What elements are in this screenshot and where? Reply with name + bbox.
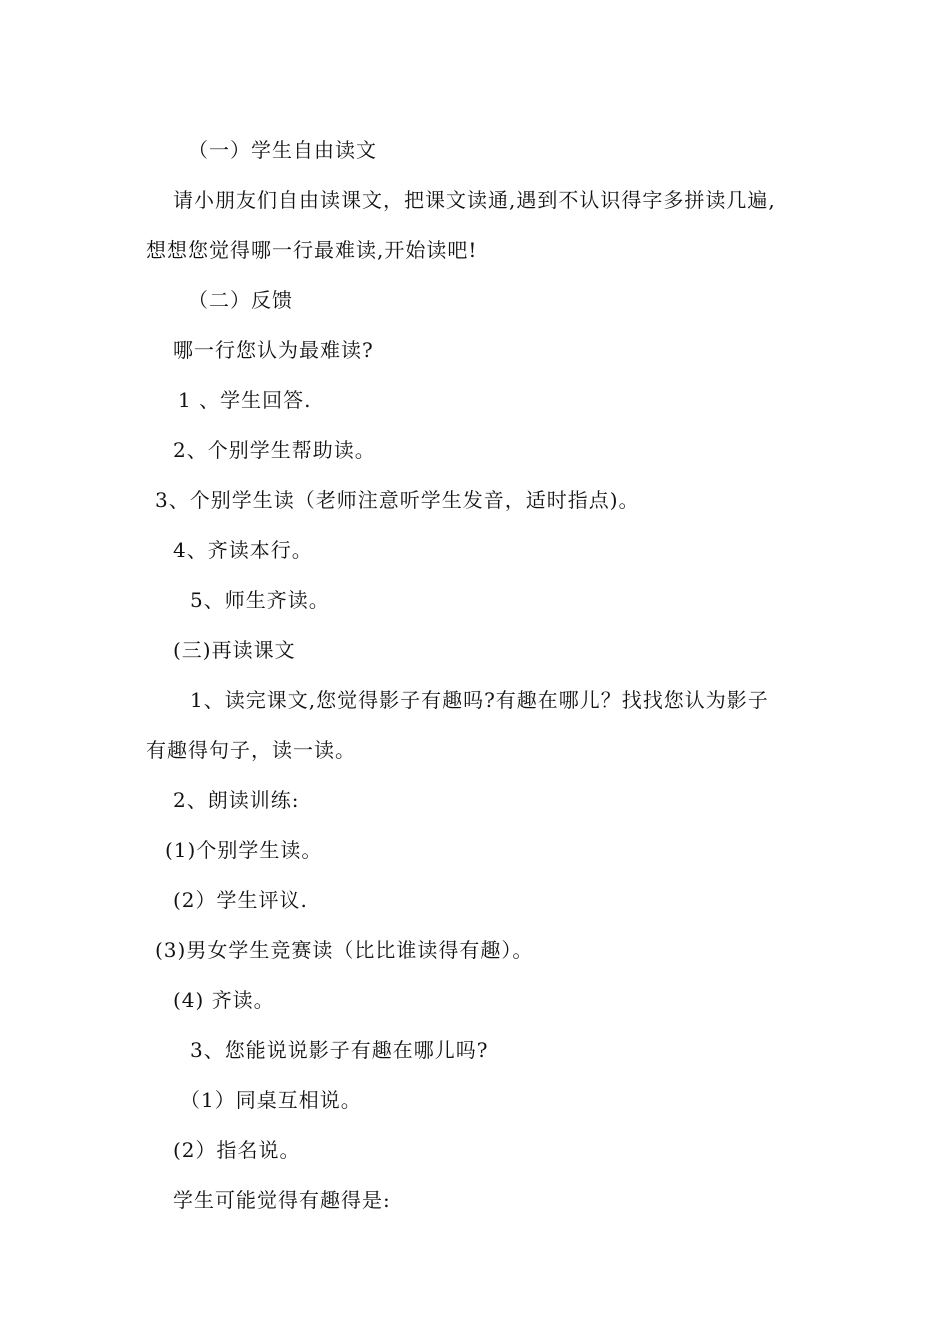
paragraph-line: 学生可能觉得有趣得是: — [173, 1188, 391, 1212]
list-item: 3、个别学生读（老师注意听学生发音，适时指点)。 — [155, 488, 640, 512]
paragraph-line: 1、读完课文,您觉得影子有趣吗?有趣在哪儿？找找您认为影子 — [190, 688, 769, 712]
list-item: 5、师生齐读。 — [190, 588, 330, 612]
paragraph-line: 有趣得句子，读一读。 — [146, 738, 356, 762]
list-item: (3)男女学生竞赛读（比比谁读得有趣）。 — [155, 938, 534, 962]
section-heading-1: （一）学生自由读文 — [188, 138, 377, 162]
paragraph-line: 请小朋友们自由读课文，把课文读通,遇到不认识得字多拼读几遍, — [173, 188, 776, 212]
paragraph-line: 想想您觉得哪一行最难读,开始读吧! — [146, 238, 478, 262]
list-item: 4、齐读本行。 — [173, 538, 313, 562]
list-item: （1）同桌互相说。 — [180, 1088, 362, 1112]
section-heading-3: (三)再读课文 — [173, 638, 296, 662]
paragraph-line: 哪一行您认为最难读? — [173, 338, 374, 362]
list-item: 3、您能说说影子有趣在哪儿吗? — [190, 1038, 489, 1062]
list-item: (2）指名说。 — [173, 1138, 301, 1162]
list-item: (1)个别学生读。 — [165, 838, 323, 862]
section-heading-2: （二）反馈 — [188, 288, 293, 312]
list-item: 2、个别学生帮助读。 — [173, 438, 376, 462]
list-item: 1 、学生回答. — [178, 388, 312, 412]
list-item: (4) 齐读。 — [173, 988, 275, 1012]
list-item: 2、朗读训练: — [173, 788, 300, 812]
list-item: (2）学生评议. — [173, 888, 308, 912]
